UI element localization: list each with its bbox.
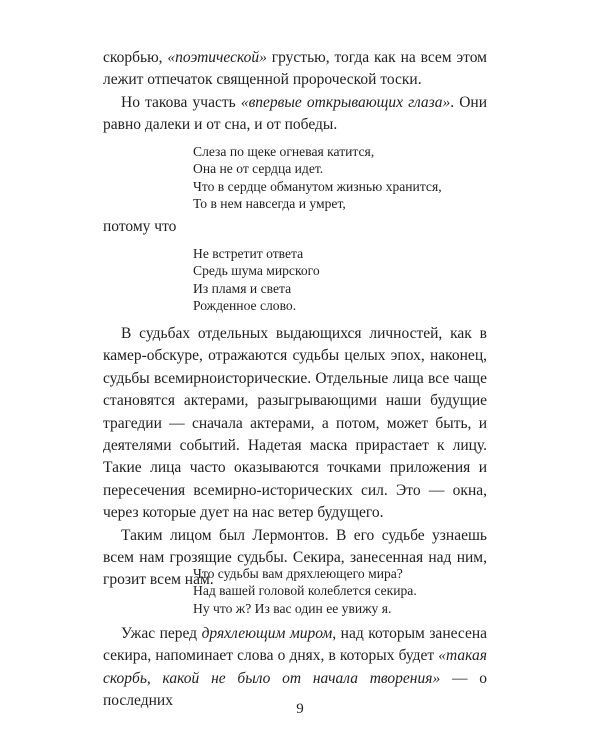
poem-line: Рожденное слово. [193, 297, 297, 313]
connector-line: потому что [103, 218, 177, 235]
page-number: 9 [296, 701, 304, 717]
paragraph-continuation: скорбью, «поэтической» грустью, тогда как на всем этом лежит отпечаток священной пророческой тоски. [103, 49, 487, 89]
poem-line: Она не от сердца идет. [193, 161, 324, 177]
poem-stanza-3 [193, 565, 417, 617]
poem-line: То в нем навсегда и умрет, [193, 195, 346, 211]
poem-stanza-1 [193, 143, 442, 212]
paragraph-lermontov: Таким лицом был Лермонтов. В его судьбе узнаешь всем нам грозящие судьбы. Секира, занесенная над ним, грозит всем нам. [103, 526, 487, 589]
poem-line: Что в сердце обманутом жизнью хранится, [193, 178, 442, 194]
poem-line: Из пламя и света [193, 280, 292, 296]
poem-line: Средь шума мирского [193, 263, 320, 279]
italic-phrase: «впервые открывающих глаза» [240, 93, 451, 111]
poem-stanza-2 [193, 245, 320, 314]
paragraph-camera-obscura: В судьбах отдельных выдающихся личностей, как в камер-обскуре, отражаются судьбы целых эпох, наконец, судьбы всемирноисторические. Отдельные лица все чаще становятся актерами, разыгрывающими наши будущие трагедии — сначала актерами, а потом, может быть, и деятелями событий. Надетая маска прирастает к лицу. Такие лица часто оказываются точками приложения и пересечения всемирно-исторических сил. Это — окна, через которые дует на нас ветер будущего. [103, 325, 487, 522]
italic-quote: «такая скорбь, какой не было от начала творения» [103, 647, 487, 687]
connector-text [103, 216, 487, 238]
paragraph-eyes: Но такова участь «впервые открывающих глаза». Они равно далеки и от сна, и от победы. [103, 93, 487, 134]
paragraph-final: Ужас перед дряхлеющим миром, над которым занесена секира, напоминает слова о днях, в которых будет «такая скорбь, какой не было от начала творения» — о последних [103, 625, 487, 710]
final-text [103, 623, 487, 713]
poem-line: Ну что ж? Из вас один ее увижу я. [193, 600, 392, 616]
poem-line: Над вашей головой колеблется секира. [193, 583, 417, 599]
poem-line: Не встретит ответа [193, 246, 304, 261]
italic-phrase: «поэтической» [167, 49, 267, 66]
poem-line: Что судьбы вам дряхлеющего мира? [193, 566, 403, 581]
intro-text [103, 47, 487, 137]
italic-phrase: дряхлеющим миром, [201, 625, 337, 642]
poem-line: Слеза по щеке огневая катится, [193, 144, 375, 159]
main-text [103, 323, 487, 592]
